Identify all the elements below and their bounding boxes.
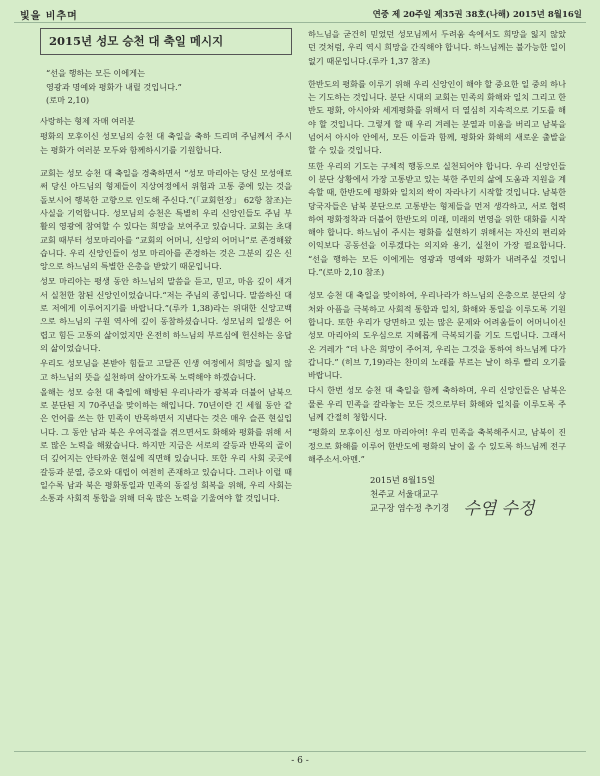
paragraph: 올해는 성모 승천 대 축일에 해방된 우리나라가 광복과 더불어 남북으로 분단된 지 70주년을 맞이하는 해입니다. 70년이란 긴 세월 동안 같은 언어를 쓰는 한 민족이 반목하면서 지낸다는 것은 매우 슬픈 현실입니다. 그 동안 남과 북은 우여곡절을 겪으면서도 화해와 평화를 위해 서로 많은 노력을 해왔습니다. 하지만 지금은 서로의 갈등과 반목의 골이 더 깊어지는 안타까운 현실에 직면해 있습니다. 또한 우리 사회 곳곳에 갈등과 분열, 증오와 대립이 여전히 존재하고 있습니다. 그러나 이럴 때일수록 남과 북은 평화통일과 민족의 동질성 회복을 위해, 우리 사회는 소통과 사회적 통합을 위해 더욱 많은 노력을 기울여야 할 것입니다. bbox=[40, 386, 292, 504]
right-column bbox=[308, 28, 566, 520]
paragraph: 한반도의 평화를 이루기 위해 우리 신앙인이 해야 할 중요한 일 중의 하나는 기도하는 것입니다. 분단 시대의 교회는 민족의 화해와 일치 그리고 한반도 평화, 아시아와 세계평화를 위해서 더 열심히 지속적으로 기도를 해야 할 것입니다. 그렇게 할 때 우리 겨레는 분열과 미움을 버리고 남북을 넘어서 아시아 안에서, 모든 이들과 함께, 평화와 화해의 새로운 출발을 할 수 있을 것입니다. bbox=[308, 78, 566, 156]
paragraph: 교회는 성모 승천 대 축일을 경축하면서 “성모 마리아는 당신 모성애로써 당신 아드님의 형제들이 지상여정에서 위험과 고통 중에 있는 것을 돌보시어 행복한 고향으로 인도해 주신다.”(「교회헌장」 62항 참조)는 사실을 기억합니다. 성모님의 승천은 특별히 우리 신앙인들도 주님 부활의 영광에 참여할 수 있다는 희망을 보여주고 있습니다. 교회는 초대교회 때부터 성모마리아를 “교회의 어머니, 신앙의 어머니”로 존경해왔습니다. 우리 신앙인들이 성모 마리아를 존경하는 것은 그분의 깊은 신앙으로 하느님의 특별한 은총을 받았기 때문입니다. bbox=[40, 168, 292, 272]
issue-info: 연중 제 20주일 제35권 38호(나해) 2015년 8월16일 bbox=[372, 10, 582, 20]
quote-reference: (로마 2,10) bbox=[46, 94, 90, 105]
quote-line-2: 영광과 명예와 평화가 내릴 것입니다.” bbox=[46, 81, 182, 92]
paragraph: 성모 승천 대 축일을 맞이하여, 우리나라가 하느님의 은총으로 분단의 상처와 아픔을 극복하고 사회적 통합과 일치, 화해와 통일을 이루도록 기원합니다. 또한 우리가 당면하고 있는 많은 문제와 어려움들이 어머니이신 성모 마리아의 도우심으로 지혜롭게 극복되기를 기도 드립니다. 그래서 온 겨레가 “더 나은 희망이 주어져, 우리는 그것을 통하여 하느님께 다가갑니다.” (히브 7,19)라는 찬미의 노래를 부르는 날이 하루 빨리 오기를 바랍니다. bbox=[308, 290, 566, 381]
page-header bbox=[14, 6, 586, 23]
sign-name: 교구장 염수정 추기경 bbox=[370, 504, 450, 515]
handwritten-signature: 수염 수정 bbox=[463, 499, 535, 520]
sign-organization: 천주교 서울대교구 bbox=[370, 490, 439, 501]
signature-block bbox=[370, 474, 566, 520]
closing-prayer: “평화의 모후이신 성모 마리아여! 우리 민족을 축복해주시고, 남북이 진정으로 화해를 이루어 한반도에 평화의 날이 올 수 있도록 하느님께 전구해주소서.아멘.” bbox=[308, 427, 566, 464]
paragraph: 하느님을 굳건히 믿었던 성모님께서 두려움 속에서도 희망을 잃지 않았던 것처럼, 우리 역시 희망을 간직해야 합니다. 하느님께는 불가능한 일이 없기 때문입니다.(루카 1,37 참조) bbox=[308, 29, 566, 66]
page-number: - 6 - bbox=[291, 756, 309, 766]
paragraph: 평화의 모후이신 성모님의 승천 대 축일을 축하 드리며 주님께서 주시는 평화가 여러분 모두와 함께하시기를 기원합니다. bbox=[40, 131, 292, 155]
message-title: 2015년 성모 승천 대 축일 메시지 bbox=[40, 28, 292, 55]
quote-line-1: “선을 행하는 모든 이에게는 bbox=[46, 68, 145, 79]
left-column bbox=[40, 28, 292, 508]
paragraph: 성모 마리아는 평생 동안 하느님의 말씀을 듣고, 믿고, 마음 깊이 새겨서 실천한 참된 신앙인이었습니다.“저는 주님의 종입니다. 말씀하신 대로 저에게 이루어지기를 바랍니다.”(루카 1,38)라는 위대한 신앙고백으로 하느님의 구원 역사에 깊이 동참하셨습니다. 성모님의 일생은 어렵고 힘든 고통의 삶이었지만 온전히 하느님의 부르심에 헌신하는 응답의 삶이었습니다. bbox=[40, 276, 292, 353]
opening-quote bbox=[46, 67, 292, 107]
newsletter-logo: 빛을 비추며 bbox=[20, 11, 78, 22]
paragraph: 우리도 성모님을 본받아 힘들고 고달픈 인생 여정에서 희망을 잃지 않고 하느님의 뜻을 실천하며 살아가도록 노력해야 하겠습니다. bbox=[40, 358, 292, 382]
sign-date: 2015년 8월15일 bbox=[370, 476, 436, 487]
paragraph: 또한 우리의 기도는 구체적 행동으로 실천되어야 합니다. 우리 신앙인들이 분단 상황에서 가장 고통받고 있는 북한 주민의 삶에 도움과 지원을 계속할 때, 한반도에 평화와 일치의 싹이 자라나기 시작할 것입니다. 남북한 당국자들은 남북 분단으로 고통받는 형제들을 먼저 생각하고, 서로 협력하여 평화정착과 더불어 한반도의 미래, 미래의 번영을 위한 대화를 시작해야 합니다. 하느님이 주시는 평화를 실현하기 위해서는 자신의 편리와 이익보다 공동선을 이루겠다는 의지와 용기, 실천이 가장 필요합니다. “선을 행하는 모든 이에게는 영광과 명예와 평화가 내려주실 것입니다.”(로마 2,10 참조) bbox=[308, 160, 566, 278]
paragraph: 다시 한번 성모 승천 대 축일을 함께 축하하며, 우리 신앙인들은 남북은 물론 우리 민족을 갈라놓는 모든 것으로부터 화해와 일치를 이루도록 주님께 간절히 청합시다. bbox=[308, 385, 566, 423]
salutation: 사랑하는 형제 자매 여러분 bbox=[40, 116, 135, 127]
